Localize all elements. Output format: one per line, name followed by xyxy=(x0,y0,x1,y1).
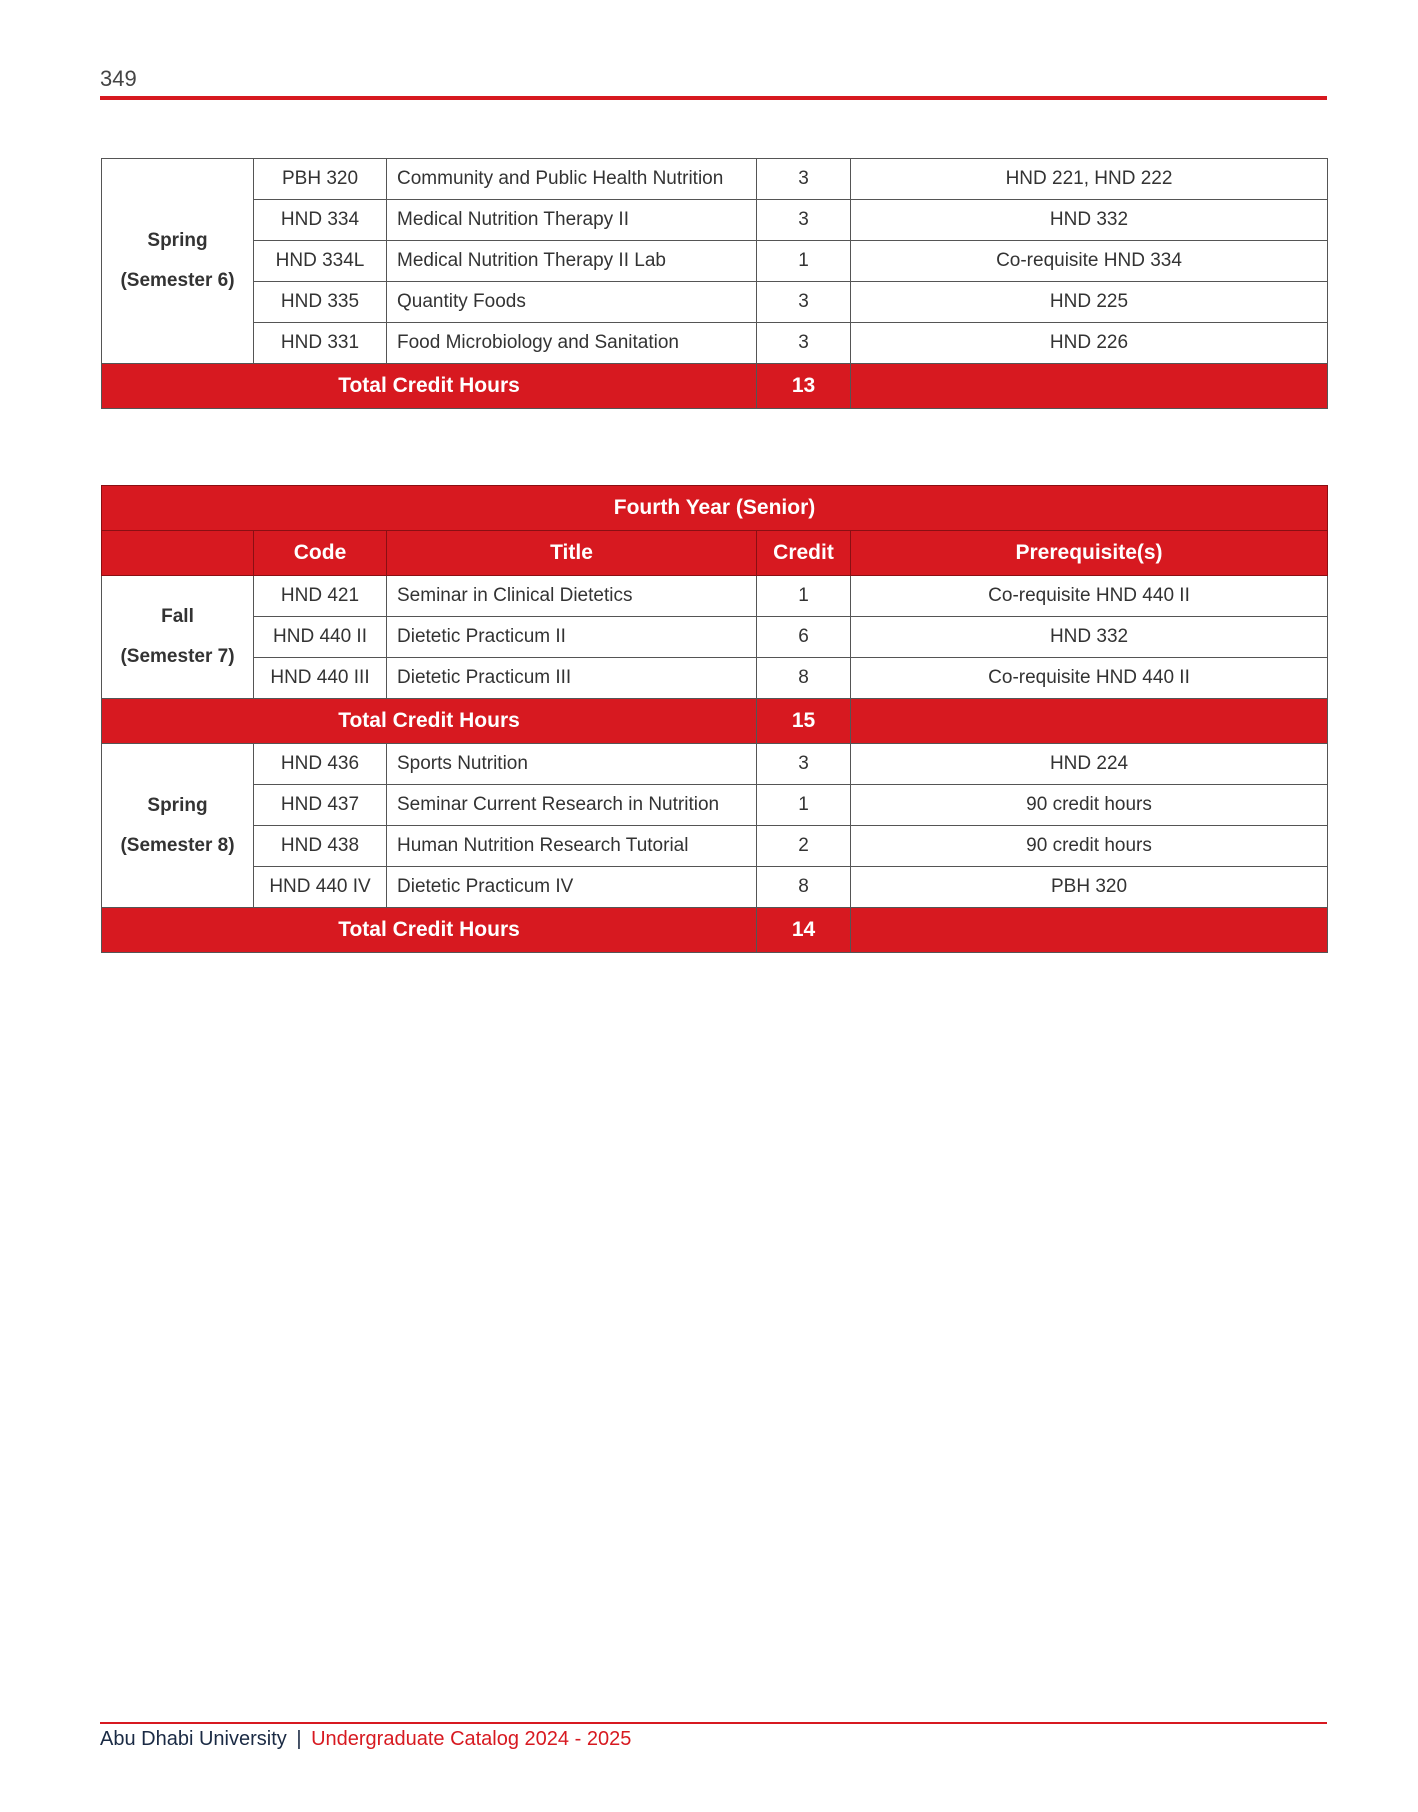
course-credit: 1 xyxy=(757,576,851,617)
course-code: HND 440 III xyxy=(254,658,387,699)
course-code: HND 335 xyxy=(254,282,387,323)
course-credit: 1 xyxy=(757,785,851,826)
course-title: Sports Nutrition xyxy=(387,744,757,785)
course-credit: 2 xyxy=(757,826,851,867)
total-empty xyxy=(851,364,1328,409)
course-code: HND 440 II xyxy=(254,617,387,658)
course-title: Seminar in Clinical Dietetics xyxy=(387,576,757,617)
course-prereq: 90 credit hours xyxy=(851,826,1328,867)
course-code: PBH 320 xyxy=(254,159,387,200)
table-row xyxy=(102,576,1328,617)
course-code: HND 438 xyxy=(254,826,387,867)
course-prereq: HND 332 xyxy=(851,617,1328,658)
table-row xyxy=(102,658,1328,699)
footer-divider xyxy=(100,1722,1327,1724)
total-row xyxy=(102,364,1328,409)
column-header-row xyxy=(102,531,1328,576)
course-title: Dietetic Practicum IV xyxy=(387,867,757,908)
course-code: HND 436 xyxy=(254,744,387,785)
top-divider xyxy=(100,96,1327,100)
header-empty xyxy=(102,531,254,576)
course-credit: 8 xyxy=(757,867,851,908)
total-value: 15 xyxy=(757,699,851,744)
year-heading: Fourth Year (Senior) xyxy=(102,486,1328,531)
table-row xyxy=(102,617,1328,658)
total-empty xyxy=(851,699,1328,744)
total-row xyxy=(102,908,1328,953)
course-title: Dietetic Practicum II xyxy=(387,617,757,658)
course-title: Medical Nutrition Therapy II Lab xyxy=(387,241,757,282)
footer-separator: | xyxy=(296,1728,302,1750)
course-prereq: Co-requisite HND 440 II xyxy=(851,576,1328,617)
total-label: Total Credit Hours xyxy=(102,364,757,409)
course-credit: 8 xyxy=(757,658,851,699)
semester-season: Spring xyxy=(147,794,208,816)
header-code: Code xyxy=(254,531,387,576)
table-row xyxy=(102,785,1328,826)
footer xyxy=(100,1728,631,1751)
total-label: Total Credit Hours xyxy=(102,908,757,953)
course-credit: 3 xyxy=(757,159,851,200)
semester-6-table xyxy=(101,158,1328,409)
header-title: Title xyxy=(387,531,757,576)
semester-term: (Semester 8) xyxy=(120,834,235,856)
semester-label xyxy=(102,159,254,364)
course-prereq: Co-requisite HND 334 xyxy=(851,241,1328,282)
course-credit: 3 xyxy=(757,744,851,785)
header-prereq: Prerequisite(s) xyxy=(851,531,1328,576)
table-row xyxy=(102,867,1328,908)
course-prereq: HND 225 xyxy=(851,282,1328,323)
table-row xyxy=(102,241,1328,282)
course-code: HND 334L xyxy=(254,241,387,282)
footer-university: Abu Dhabi University xyxy=(100,1728,287,1750)
semester-season: Fall xyxy=(161,606,194,627)
course-prereq: PBH 320 xyxy=(851,867,1328,908)
course-code: HND 421 xyxy=(254,576,387,617)
total-value: 13 xyxy=(757,364,851,409)
course-credit: 6 xyxy=(757,617,851,658)
course-credit: 3 xyxy=(757,200,851,241)
table-row xyxy=(102,200,1328,241)
course-code: HND 437 xyxy=(254,785,387,826)
table-row xyxy=(102,323,1328,364)
course-credit: 3 xyxy=(757,282,851,323)
course-title: Quantity Foods xyxy=(387,282,757,323)
table-row xyxy=(102,744,1328,785)
course-prereq: HND 226 xyxy=(851,323,1328,364)
course-credit: 3 xyxy=(757,323,851,364)
course-code: HND 331 xyxy=(254,323,387,364)
total-label: Total Credit Hours xyxy=(102,699,757,744)
footer-catalog: Undergraduate Catalog 2024 - 2025 xyxy=(311,1728,632,1750)
semester-season: Spring xyxy=(147,230,208,251)
semester-term: (Semester 7) xyxy=(120,646,235,667)
course-prereq: HND 224 xyxy=(851,744,1328,785)
course-prereq: HND 332 xyxy=(851,200,1328,241)
course-title: Food Microbiology and Sanitation xyxy=(387,323,757,364)
table-row xyxy=(102,826,1328,867)
course-prereq: Co-requisite HND 440 II xyxy=(851,658,1328,699)
course-code: HND 334 xyxy=(254,200,387,241)
total-value: 14 xyxy=(757,908,851,953)
semester-label xyxy=(102,744,254,908)
fourth-year-table xyxy=(101,485,1328,953)
course-title: Seminar Current Research in Nutrition xyxy=(387,785,757,826)
table-row xyxy=(102,159,1328,200)
course-title: Dietetic Practicum III xyxy=(387,658,757,699)
course-title: Community and Public Health Nutrition xyxy=(387,159,757,200)
page-number: 349 xyxy=(100,66,137,91)
course-title: Medical Nutrition Therapy II xyxy=(387,200,757,241)
course-prereq: 90 credit hours xyxy=(851,785,1328,826)
course-prereq: HND 221, HND 222 xyxy=(851,159,1328,200)
course-title: Human Nutrition Research Tutorial xyxy=(387,826,757,867)
header-credit: Credit xyxy=(757,531,851,576)
year-heading-row xyxy=(102,486,1328,531)
semester-label xyxy=(102,576,254,699)
semester-term: (Semester 6) xyxy=(120,270,235,291)
total-row xyxy=(102,699,1328,744)
course-credit: 1 xyxy=(757,241,851,282)
course-code: HND 440 IV xyxy=(254,867,387,908)
table-row xyxy=(102,282,1328,323)
total-empty xyxy=(851,908,1328,953)
